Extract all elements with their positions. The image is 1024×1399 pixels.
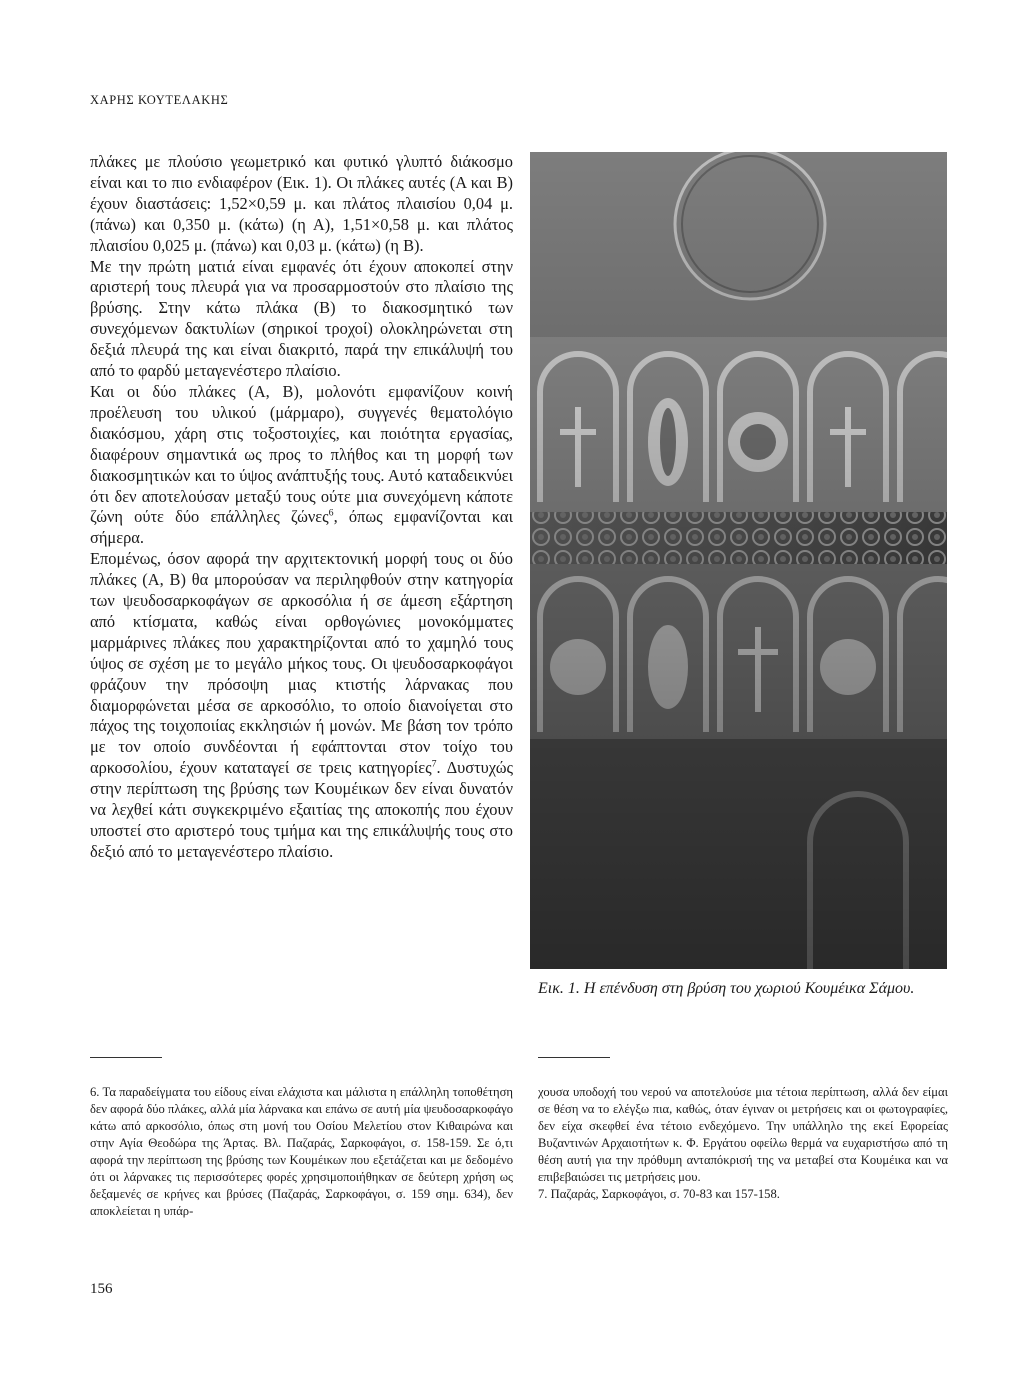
paragraph-3-text-b: , όπως εμφανίζονται και σήμερα. bbox=[90, 507, 513, 548]
relief-illustration bbox=[530, 152, 947, 969]
running-head: ΧΑΡΗΣ ΚΟΥΤΕΛΑΚΗΣ bbox=[90, 93, 229, 107]
paragraph-4 bbox=[90, 549, 513, 863]
footnote-divider-left bbox=[90, 1057, 162, 1058]
page-number: 156 bbox=[90, 1281, 113, 1297]
figure-1-photo bbox=[530, 152, 947, 969]
paragraph-2: Με την πρώτη ματιά είναι εμφανές ότι έχουν αποκοπεί στην αριστερή τους πλευρά για να προσαρμοστούν στο πλαίσιο της βρύσης. Στην κάτω πλάκα (Β) το διακοσμητικό των συνεχόμενων δακτυλίων (σηρικοί τροχοί) ολοκληρώνεται στη δεξιά πλευρά της και είναι διακριτό, παρά την επικάλυψή του από το φαρδύ μεταγενέστερο πλαίσιο. bbox=[90, 256, 513, 381]
body-text bbox=[90, 152, 513, 863]
footnote-ref-7[interactable]: 7 bbox=[431, 758, 437, 770]
paragraph-3 bbox=[90, 382, 513, 549]
footnote-divider-right bbox=[538, 1057, 610, 1058]
paragraph-3-text-a: Και οι δύο πλάκες (Α, Β), μολονότι εμφανίζουν κοινή προέλευση του υλικού (μάρμαρο), συγγενές θεματολόγιο διακόσμου, χάρη στις τοξοστοιχίες, και ποιότητα εργασίας, διαφέρουν σημαντικά ως προς το πλήθος και τη μορφή των διακοσμητικών και το ύψος ανάπτυξής τους. Αυτό καταδεικνύει ότι δεν αποτελούσαν μεταξύ τους ούτε μια συνεχόμενη κάποτε ζώνη ούτε δύο επάλληλες ζώνες bbox=[90, 381, 513, 527]
paragraph-4-text-a: Επομένως, όσον αφορά την αρχιτεκτονική μορφή τους οι δύο πλάκες (Α, Β) θα μπορούσαν να περιληφθούν στην κατηγορία των ψευδοσαρκοφάγων σε αρκοσόλια ή σε άμεση εξάρτηση από κτίσματα, καθώς είναι ορθογώνιες μονοκόμματες μαρμάρινες πλάκες που χαρακτηρίζονται από το χαμηλό τους ύψος σε σχέση με το μεγάλο μήκος τους. Οι ψευδοσαρκοφάγοι φράζουν την πρόσοψη μιας κτιστής λάρνακας που διαμορφώνεται μέσα σε αρκοσόλιο, το οποίο διανοίγεται στο πάχος της τοιχοποιίας εκκλησιών ή μονών. Με βάση τον τρόπο με τον οποίο συνδέονται ή εφάπτονται στον τοίχο του αρκοσολίου, έχουν καταταγεί σε τρεις κατηγορίες bbox=[90, 549, 513, 778]
footnote-6-continued: χουσα υποδοχή του νερού να αποτελούσε μια τέτοια περίπτωση, αλλά δεν είμαι σε θέση να το ελέγξω πια, καθώς, όταν έγιναν οι μετρήσεις και οι φωτογραφίες, δεν είχα σκεφθεί ένα τέτοιο ενδεχόμενο. Την υπάλληλο της εκεί Εφορείας Βυζαντινών Αρχαιοτήτων κ. Φ. Εργάτου οφείλω θερμά να ευχαριστήσω από τη θέση αυτή για την πρόθυμη ανταπόκρισή της να μεταβεί στα Κουμέικα και να επιβεβαιώσει τις μετρήσεις μου. bbox=[538, 1085, 948, 1184]
figure-caption: Εικ. 1. Η επένδυση στη βρύση του χωριού Κουμέικα Σάμου. bbox=[538, 980, 915, 997]
footnote-ref-6[interactable]: 6 bbox=[328, 507, 334, 519]
footnotes-right-column bbox=[538, 1084, 948, 1203]
footnote-6: 6. Τα παραδείγματα του είδους είναι ελάχιστα και μάλιστα η επάλληλη τοποθέτηση δεν αφορά δύο πλάκες, αλλά μία λάρνακα και επάνω σε αυτή μία ψευδοσαρκοφάγο κάτω από αρκοσόλιο, όπως στη μονή του Οσίου Μελετίου στον Κιθαιρώνα και στην Αγία Θεοδώρα της Άρτας. Βλ. Παζαράς, Σαρκοφάγοι, σ. 158-159. Σε ό,τι αφορά την περίπτωση της βρύσης των Κουμέικων που εξετάζεται και με δεδομένο ότι οι λάρνακες τις περισσότερες φορές χρησιμοποιήθηκαν σε δεύτερη χρήση ως δεξαμενές σε κρήνες και βρύσες (Παζαράς, Σαρκοφάγοι, σ. 159 σημ. 634), δεν αποκλείεται η υπάρ- bbox=[90, 1085, 513, 1218]
footnotes-left-column bbox=[90, 1084, 513, 1220]
paragraph-1: πλάκες με πλούσιο γεωμετρικό και φυτικό γλυπτό διάκοσμο είναι και το πιο ενδιαφέρον (Εικ. 1). Οι πλάκες αυτές (Α και Β) έχουν διαστάσεις: 1,52×0,59 μ. και πλάτος πλαισίου 0,04 μ. (πάνω) και 0,350 μ. (κάτω) (η Α), 1,51×0,58 μ. και πλάτος πλαισίου 0,025 μ. (πάνω) και 0,03 μ. (κάτω) (η Β). bbox=[90, 152, 513, 255]
paragraph-4-text-b: . Δυστυχώς στην περίπτωση της βρύσης των Κουμέικων δεν είναι δυνατόν να λεχθεί κάτι συγκεκριμένο εξαιτίας της αποκοπής που έχουν υποστεί στο αριστερό τους τμήμα και της επικάλυψής τους στο δεξιό από το μεταγενέστερο πλαίσιο. bbox=[90, 758, 513, 861]
footnote-7: 7. Παζαράς, Σαρκοφάγοι, σ. 70-83 και 157-158. bbox=[538, 1187, 780, 1201]
